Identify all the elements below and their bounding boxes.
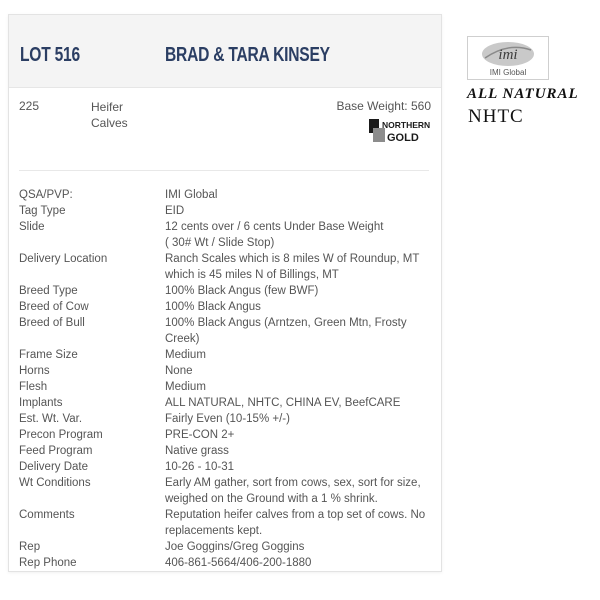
- detail-label: Est. Wt. Var.: [19, 413, 83, 425]
- imi-global-logo: [467, 36, 549, 80]
- detail-row: [19, 555, 433, 571]
- detail-value-line: 100% Black Angus: [165, 301, 261, 313]
- seller-name: BRAD & TARA KINSEY: [165, 44, 330, 66]
- detail-row: [19, 251, 433, 283]
- detail-value: [165, 187, 433, 203]
- section-divider: [19, 170, 429, 171]
- detail-value-line: None: [165, 365, 193, 377]
- detail-row: [19, 347, 433, 363]
- detail-row: [19, 507, 433, 539]
- detail-label: Implants: [19, 397, 63, 409]
- detail-row: [19, 459, 433, 475]
- detail-value: [165, 459, 433, 475]
- detail-value: [165, 299, 433, 315]
- detail-value: [165, 251, 433, 283]
- detail-value: [165, 363, 433, 379]
- detail-value-line: 100% Black Angus (Arntzen, Green Mtn, Frosty: [165, 317, 407, 329]
- detail-value-line: Joe Goggins/Greg Goggins: [165, 541, 305, 553]
- detail-value: [165, 395, 433, 411]
- detail-row: [19, 187, 433, 203]
- detail-value-line: which is 45 miles N of Billings, MT: [165, 269, 339, 281]
- animal-type-line: Calves: [91, 116, 128, 130]
- lot-header: [9, 15, 441, 88]
- lot-number: LOT 516: [20, 44, 80, 66]
- detail-value-line: Early AM gather, sort from cows, sex, sort for size,: [165, 477, 421, 489]
- detail-label: Delivery Date: [19, 461, 89, 473]
- detail-row: [19, 539, 433, 555]
- detail-value: [165, 427, 433, 443]
- detail-label: Flesh: [19, 381, 48, 393]
- detail-row: [19, 475, 433, 507]
- head-count: 225: [19, 99, 40, 113]
- detail-value-line: 12 cents over / 6 cents Under Base Weight: [165, 221, 384, 233]
- detail-label: Wt Conditions: [19, 477, 91, 489]
- detail-value-line: replacements kept.: [165, 525, 263, 537]
- detail-value: [165, 347, 433, 363]
- detail-value-line: PRE-CON 2+: [165, 429, 235, 441]
- detail-value: [165, 539, 433, 555]
- detail-value: [165, 203, 433, 219]
- detail-value: [165, 443, 433, 459]
- northern-gold-line2: GOLD: [387, 132, 419, 144]
- detail-value-line: 100% Black Angus (few BWF): [165, 285, 319, 297]
- detail-value: [165, 507, 433, 539]
- detail-row: [19, 299, 433, 315]
- detail-label: Rep Phone: [19, 557, 77, 569]
- detail-label: Slide: [19, 221, 45, 233]
- detail-label: Delivery Location: [19, 253, 108, 265]
- detail-row: [19, 411, 433, 427]
- detail-label: Precon Program: [19, 429, 103, 441]
- detail-value-line: Medium: [165, 381, 206, 393]
- all-natural-badge: ALL NATURAL: [467, 86, 579, 102]
- detail-value-line: Native grass: [165, 445, 229, 457]
- detail-label: Comments: [19, 509, 75, 521]
- nhtc-badge: NHTC: [468, 106, 524, 127]
- lot-details: [19, 187, 433, 571]
- detail-label: Rep: [19, 541, 41, 553]
- detail-value-line: Medium: [165, 349, 206, 361]
- imi-logo-caption: IMI Global: [489, 68, 527, 77]
- detail-label: Tag Type: [19, 205, 66, 217]
- detail-value-line: weighed on the Ground with a 1 % shrink.: [165, 493, 378, 505]
- northern-gold-g-block: [373, 128, 385, 142]
- detail-value-line: EID: [165, 205, 185, 217]
- detail-value: [165, 475, 433, 507]
- detail-label: Frame Size: [19, 349, 78, 361]
- imi-logo-mark: imi: [498, 47, 518, 63]
- detail-value-line: ( 30# Wt / Slide Stop): [165, 237, 275, 249]
- detail-label: Breed Type: [19, 285, 78, 297]
- detail-row: [19, 203, 433, 219]
- detail-value: [165, 379, 433, 395]
- base-weight: Base Weight: 560: [336, 99, 431, 113]
- detail-value: [165, 555, 433, 571]
- detail-value: [165, 411, 433, 427]
- detail-row: [19, 395, 433, 411]
- detail-value-line: Fairly Even (10-15% +/-): [165, 413, 290, 425]
- detail-row: [19, 283, 433, 299]
- detail-value-line: 406-861-5664/406-200-1880: [165, 557, 312, 569]
- detail-value-line: Ranch Scales which is 8 miles W of Roundup, MT: [165, 253, 420, 265]
- detail-value-line: IMI Global: [165, 189, 218, 201]
- detail-value-line: Reputation heifer calves from a top set of cows. No: [165, 509, 426, 521]
- detail-label: Breed of Cow: [19, 301, 89, 313]
- detail-value-line: 10-26 - 10-31: [165, 461, 235, 473]
- detail-row: [19, 427, 433, 443]
- northern-gold-logo: [368, 118, 430, 144]
- northern-gold-line1: NORTHERN: [382, 120, 430, 130]
- animal-type-line: Heifer: [91, 100, 124, 114]
- detail-value-line: Creek): [165, 333, 200, 345]
- detail-label: QSA/PVP:: [19, 189, 73, 201]
- detail-value: [165, 315, 433, 347]
- animal-type: [91, 99, 151, 131]
- detail-row: [19, 379, 433, 395]
- detail-row: [19, 315, 433, 347]
- detail-value: [165, 283, 433, 299]
- detail-row: [19, 219, 433, 251]
- detail-label: Feed Program: [19, 445, 93, 457]
- detail-label: Breed of Bull: [19, 317, 85, 329]
- detail-row: [19, 443, 433, 459]
- lot-card: [8, 14, 442, 572]
- lot-summary: [19, 99, 431, 169]
- detail-value-line: ALL NATURAL, NHTC, CHINA EV, BeefCARE: [165, 397, 401, 409]
- detail-row: [19, 363, 433, 379]
- detail-label: Horns: [19, 365, 50, 377]
- detail-value: [165, 219, 433, 251]
